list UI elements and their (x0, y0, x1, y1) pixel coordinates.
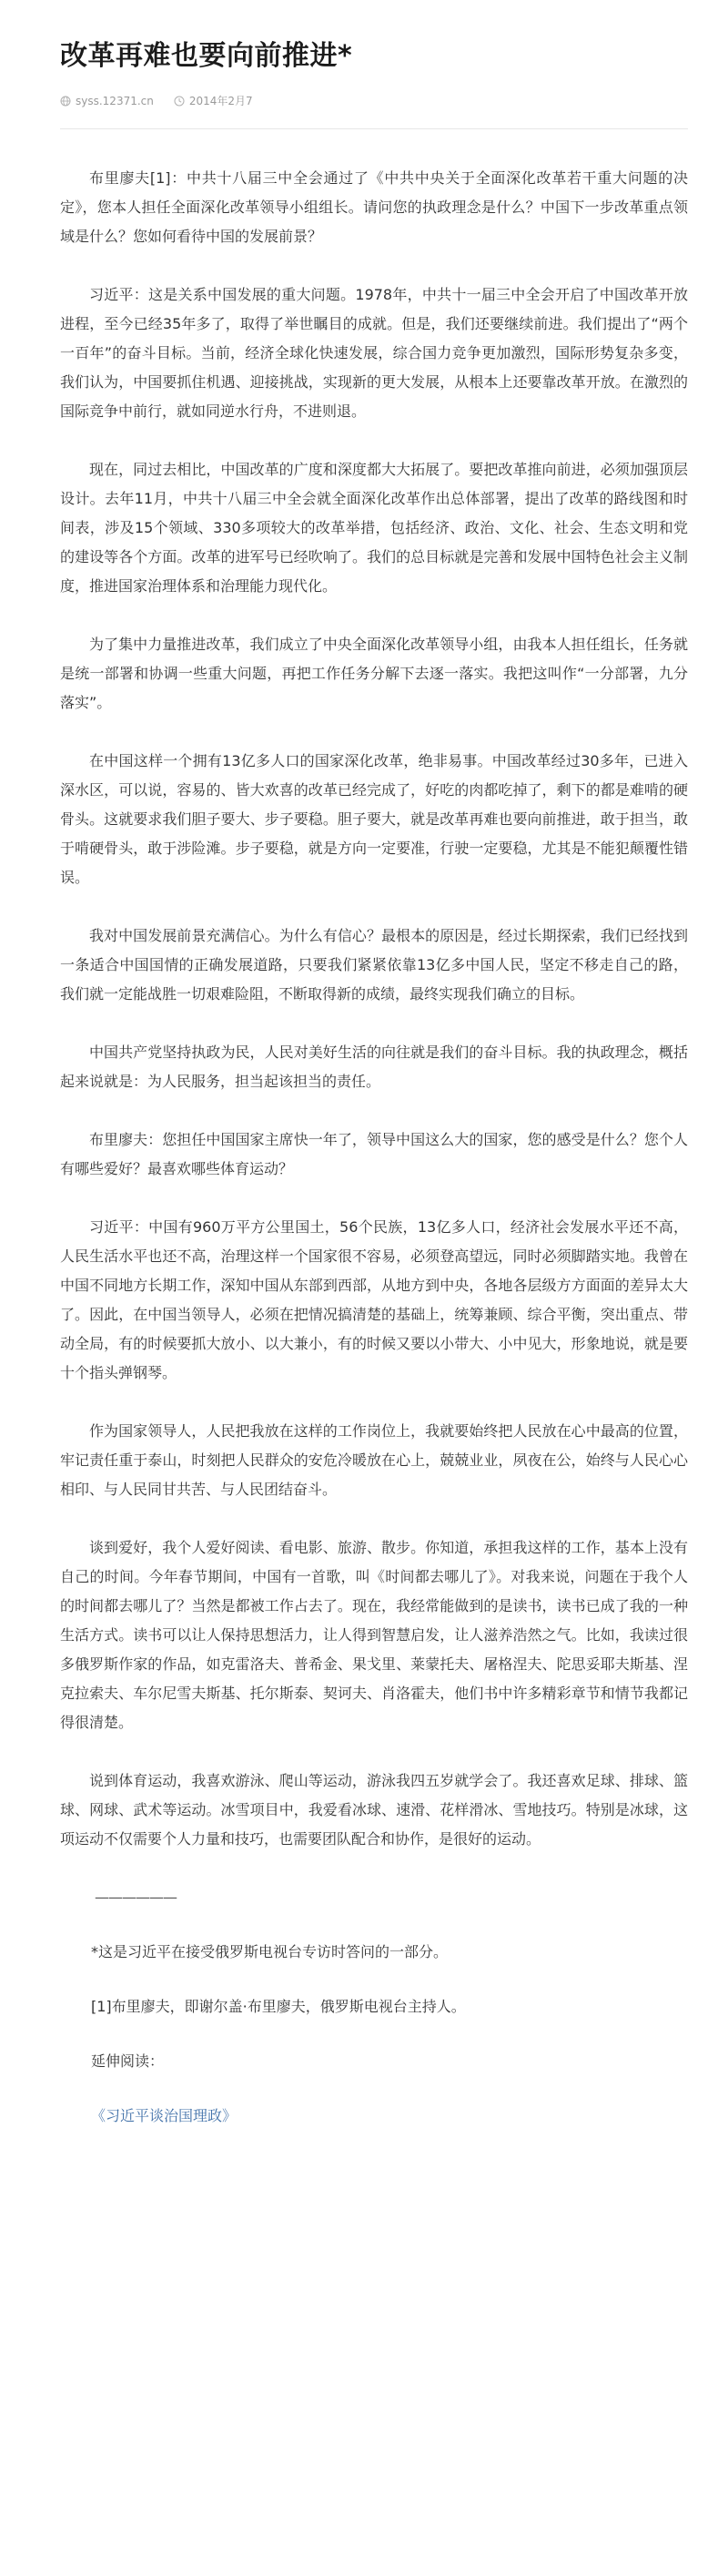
title-divider (60, 128, 688, 129)
further-reading-label: 延伸阅读： (91, 2052, 165, 2070)
paragraph: 作为国家领导人，人民把我放在这样的工作岗位上，我就要始终把人民放在心中最高的位置，牢记责任重于泰山，时刻把人民群众的安危冷暖放在心上，兢兢业业，夙夜在公，始终与人民心心相印、与人民同甘共苦、与人民团结奋斗。 (60, 1422, 688, 1498)
footnote-separator: —————— (95, 1889, 177, 1906)
paragraph: 为了集中力量推进改革，我们成立了中央全面深化改革领导小组，由我本人担任组长，任务就是统一部署和协调一些重大问题，再把工作任务分解下去逐一落实。我把这叫作“一分部署，九分落实”。 (60, 636, 688, 711)
paragraph: 中国共产党坚持执政为民，人民对美好生活的向往就是我们的奋斗目标。我的执政理念，概括起来说就是：为人民服务，担当起该担当的责任。 (60, 1044, 688, 1090)
related-reading (60, 2102, 688, 2131)
date-meta (174, 93, 253, 108)
globe-icon (60, 96, 71, 107)
article-body (60, 164, 688, 1854)
date-text: 2014年2月7 (188, 95, 253, 107)
paragraph: 布里廖夫[1]：中共十八届三中全会通过了《中共中央关于全面深化改革若干重大问题的决定》，您本人担任全面深化改革领导小组组长。请问您的执政理念是什么？中国下一步改革重点领域是什么？您如何看待中国的发展前景？ (60, 169, 688, 245)
article-meta (60, 93, 688, 108)
paragraph: 我对中国发展前景充满信心。为什么有信心？最根本的原因是，经过长期探索，我们已经找到一条适合中国国情的正确发展道路，只要我们紧紧依靠13亿多中国人民，坚定不移走自己的路，我们就一定能战胜一切艰难险阻，不断取得新的成绩，最终实现我们确立的目标。 (60, 927, 688, 1003)
related-book-link[interactable]: 《习近平谈治国理政》 (91, 2107, 238, 2124)
page-title: 改革再难也要向前推进* (60, 40, 353, 72)
paragraph: 布里廖夫：您担任中国国家主席快一年了，领导中国这么大的国家，您的感受是什么？您个人有哪些爱好？最喜欢哪些体育运动？ (60, 1131, 688, 1177)
paragraph: 谈到爱好，我个人爱好阅读、看电影、旅游、散步。你知道，承担我这样的工作，基本上没有自己的时间。今年春节期间，中国有一首歌，叫《时间都去哪儿了》。对我来说，问题在于我个人的时间都去哪儿了？当然是都被工作占去了。现在，我经常能做到的是读书，读书已成了我的一种生活方式。读书可以让人保持思想活力，让人得到智慧启发，让人滋养浩然之气。比如，我读过很多俄罗斯作家的作品，如克雷洛夫、普希金、果戈里、莱蒙托夫、屠格涅夫、陀思妥耶夫斯基、涅克拉索夫、车尔尼雪夫斯基、托尔斯泰、契诃夫、肖洛霍夫，他们书中许多精彩章节和情节我都记得很清楚。 (60, 1539, 688, 1731)
source-text: syss.12371.cn (76, 94, 154, 107)
paragraph: 习近平：中国有960万平方公里国土，56个民族，13亿多人口，经济社会发展水平还不高，人民生活水平也还不高，治理这样一个国家很不容易，必须登高望远，同时必须脚踏实地。我曾在中国不同地方长期工作，深知中国从东部到西部，从地方到中央，各地各层级方方面面的差异太大了。因此，在中国当领导人，必须在把情况搞清楚的基础上，统筹兼顾、综合平衡，突出重点、带动全局，有的时候要抓大放小、以大兼小，有的时候又要以小带大、小中见大，形象地说，就是要十个指头弹钢琴。 (60, 1218, 688, 1381)
clock-icon (174, 96, 185, 107)
paragraph: 习近平：这是关系中国发展的重大问题。1978年，中共十一届三中全会开启了中国改革开放进程，至今已经35年多了，取得了举世瞩目的成就。但是，我们还要继续前进。我们提出了“两个一百年”的奋斗目标。当前，经济全球化快速发展，综合国力竞争更加激烈，国际形势复杂多变，我们认为，中国要抓住机遇、迎接挑战，实现新的更大发展，从根本上还要靠改革开放。在激烈的国际竞争中前行，就如同逆水行舟，不进则退。 (60, 286, 688, 420)
paragraph: 在中国这样一个拥有13亿多人口的国家深化改革，绝非易事。中国改革经过30多年，已进入深水区，可以说，容易的、皆大欢喜的改革已经完成了，好吃的肉都吃掉了，剩下的都是难啃的硬骨头。这就要求我们胆子要大、步子要稳。胆子要大，就是改革再难也要向前推进，敢于担当，敢于啃硬骨头，敢于涉险滩。步子要稳，就是方向一定要准，行驶一定要稳，尤其是不能犯颠覆性错误。 (60, 752, 688, 886)
footnote: [1]布里廖夫，即谢尔盖·布里廖夫，俄罗斯电视台主持人。 (91, 1998, 466, 2015)
source-meta (60, 95, 154, 107)
paragraph: 说到体育运动，我喜欢游泳、爬山等运动，游泳我四五岁就学会了。我还喜欢足球、排球、篮球、网球、武术等运动。冰雪项目中，我爱看冰球、速滑、花样滑冰、雪地技巧。特别是冰球，这项运动不仅需要个人力量和技巧，也需要团队配合和协作，是很好的运动。 (60, 1772, 688, 1848)
paragraph: 现在，同过去相比，中国改革的广度和深度都大大拓展了。要把改革推向前进，必须加强顶层设计。去年11月，中共十八届三中全会就全面深化改革作出总体部署，提出了改革的路线图和时间表，涉及15个领域、330多项较大的改革举措，包括经济、政治、文化、社会、生态文明和党的建设等各个方面。改革的进军号已经吹响了。我们的总目标就是完善和发展中国特色社会主义制度，推进国家治理体系和治理能力现代化。 (60, 461, 688, 595)
footnote: *这是习近平在接受俄罗斯电视台专访时答问的一部分。 (91, 1943, 449, 1960)
